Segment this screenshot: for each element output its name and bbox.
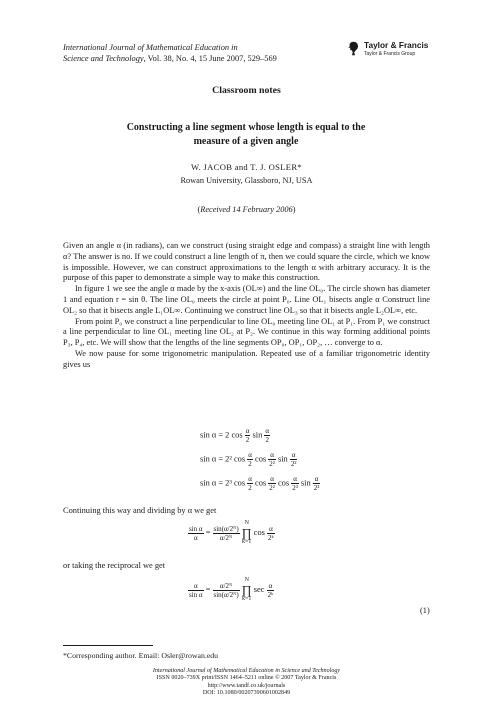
equation-5: $\frac{\alpha}{\text{sin α}}$ = $\frac{\text{α/2ᴺ}}{\text{sin(α/2ᴺ)}}$ N ∏ k=1 sec $\frac{\alpha}{\text{2ᵏ}}$ [189, 577, 274, 602]
affiliation: Rowan University, Glassboro, NJ, USA [180, 176, 313, 185]
equation-3: sin α = 2³ cos $\frac{\alpha}{2}$ cos $\frac{\alpha}{\text{2²}}$ cos $\frac{\alpha}{\text{2³}}$ sin $\frac{\alpha}{\text{2³}}$ [200, 475, 320, 492]
journal-name-line2: Science and Technology [63, 54, 144, 63]
footer-url: http://www.tandf.co.uk/journals [207, 682, 286, 689]
publisher-name: Taylor & Francis [364, 40, 429, 50]
journal-header [63, 42, 363, 64]
page-footer [0, 668, 493, 698]
paper-title [96, 121, 396, 149]
title-line-1: Constructing a line segment whose length is equal to the [126, 122, 366, 133]
journal-name-line1: International Journal of Mathematical Education in [63, 43, 238, 52]
paragraph-5: Continuing this way and dividing by α we get [63, 506, 217, 515]
journal-citation: , Vol. 38, No. 4, 15 June 2007, 529–569 [143, 54, 277, 63]
footer-issn: ISSN 0020–739X print/ISSN 1464–5211 online © 2007 Taylor & Francis [156, 675, 337, 682]
intro-text [63, 241, 430, 371]
paragraph-6: or taking the reciprocal we get [63, 561, 166, 570]
reciprocal-text [63, 561, 430, 572]
equation-1: sin α = 2 cos $\frac{\alpha}{2}$ sin $\frac{\alpha}{2}$ [200, 427, 270, 444]
footnote-divider [63, 645, 153, 646]
equation-2: sin α = 2² cos $\frac{\alpha}{2}$ cos $\frac{\alpha}{\text{2²}}$ sin $\frac{\alpha}{\text{2²}}$ [200, 451, 297, 468]
paragraph-1: Given an angle α (in radians), can we construct (using straight edge and compass) a straight line with length α? The answer is no. If we could construct a line length of π, then we could square the circle, which we know is impossible. However, we can construct approximations to the length α with arbitrary accuracy. It is the purpose of this paper to demonstrate a simple way to make this construction. [63, 241, 430, 283]
publisher-logo [346, 39, 436, 61]
publisher-group: Taylor & Francis Group [364, 51, 416, 57]
section-title: Classroom notes [212, 85, 281, 96]
equation-4: $\frac{\text{sin α}}{\alpha}$ = $\frac{\text{sin(α/2ᴺ)}}{\text{α/2ᴺ}}$ N ∏ k=1 cos $\frac{\alpha}{\text{2ᵏ}}$ [189, 520, 274, 545]
title-line-2: measure of a given angle [193, 136, 299, 147]
paragraph-3: From point P₀ we construct a line perpendicular to line OL₀ meeting line OL₁ at P₁. From P₁ we construct a line perpendicular to line OL₁ meeting line OL₂ at P₂. We continue in this way forming additional points P₃, P₄, etc. We will show that the lengths of the line segments OP₀, OP₁, OP₂, … converge to α. [63, 316, 430, 348]
paragraph-4: We now pause for some trigonometric manipulation. Repeated use of a familiar trigonometric identity gives us [63, 348, 430, 369]
footer-doi: DOI: 10.1080/00207390601002849 [202, 690, 291, 697]
authors: W. JACOB and T. J. OSLER* [191, 162, 302, 172]
received-date: (Received 14 February 2006) [197, 205, 296, 214]
paragraph-2: In figure 1 we see the angle α made by the x-axis (OL∞) and the line OL₀. The circle shown has diameter 1 and equation r = sin θ. The line OL₀ meets the circle at point P₀. Line OL₁ bisects angle α Construct line OL₂ so that it bisects angle L₁OL∞. Continuing we construct line OL₃ so that it bisects angle L₂OL∞, etc. [63, 284, 430, 315]
continuation-text [63, 506, 430, 517]
equation-number: (1) [420, 606, 430, 615]
footnote: *Corresponding author. Email: Osler@rowan.edu [63, 651, 219, 660]
taylor-francis-icon [346, 41, 361, 56]
footer-journal: International Journal of Mathematical Education in Science and Technology [152, 668, 341, 674]
